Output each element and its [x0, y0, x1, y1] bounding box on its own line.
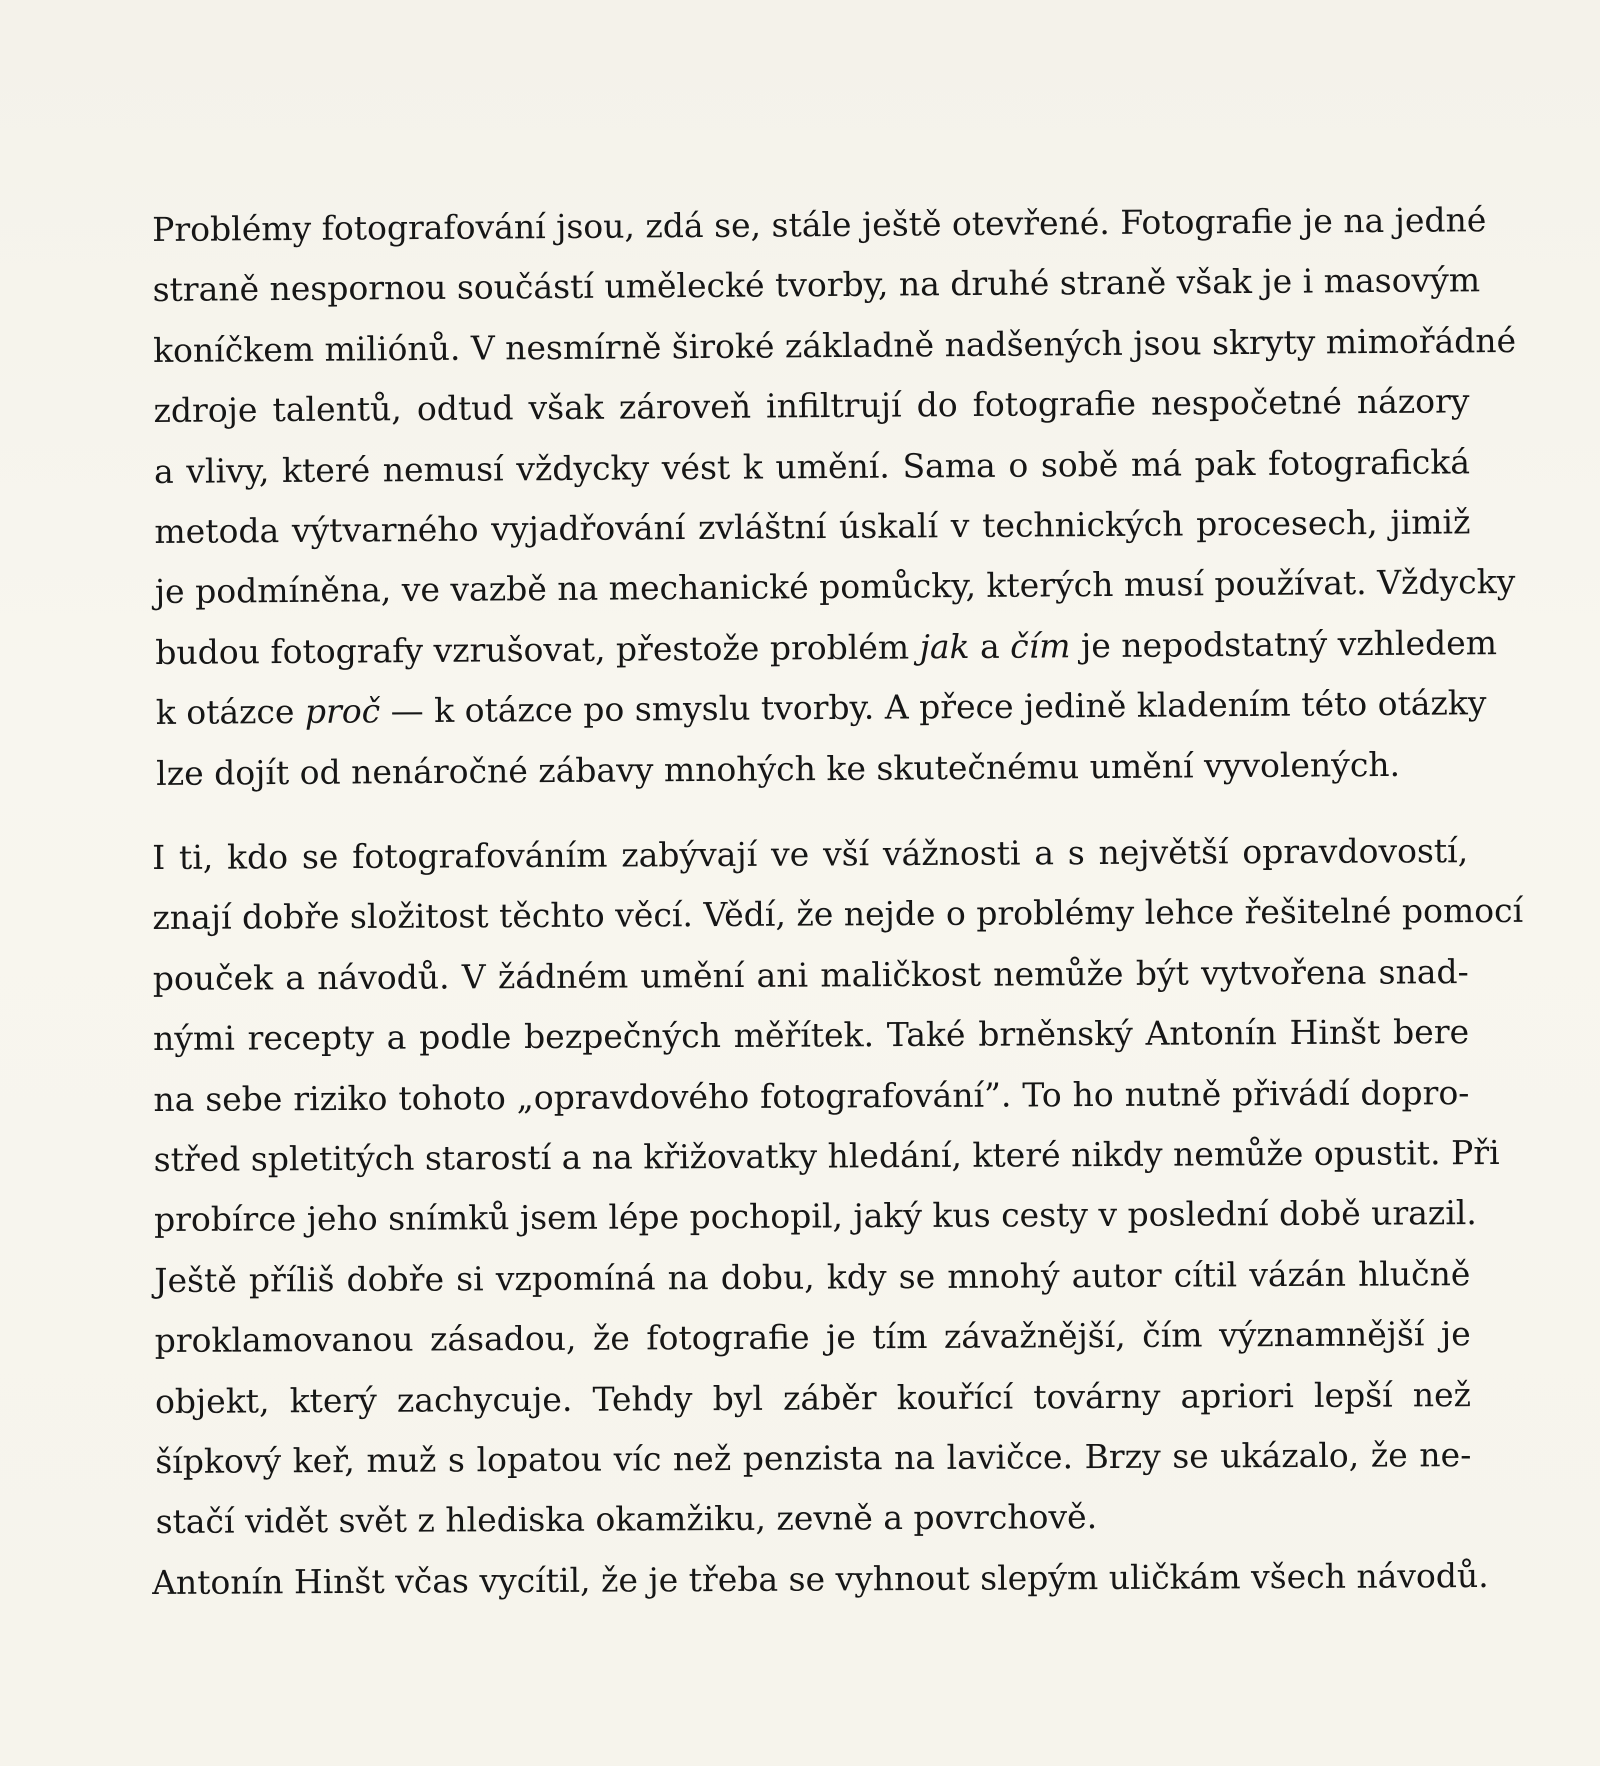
italic-word: jak — [919, 626, 970, 667]
text-segment: budou fotografy vzrušovat, přestože problém — [155, 627, 920, 672]
text-line: metoda výtvarného vyjadřování zvláštní úskalí v technických procesech, jimiž — [154, 502, 1471, 552]
text-line: straně nespornou součástí umělecké tvorby, na druhé straně však je i masovým — [152, 260, 1481, 310]
paragraph-1 — [152, 190, 1517, 804]
text-segment: — k otázce po smyslu tvorby. A přece jedině kladením této otázky — [380, 683, 1487, 731]
text-segment: k otázce — [155, 692, 306, 733]
text-line: je podmíněna, ve vazbě na mechanické pomůcky, kterých musí používat. Vždycky — [154, 562, 1516, 612]
italic-word: proč — [304, 691, 381, 732]
text-line: lze dojít od nenáročné zábavy mnohých ke skutečnému umění vyvolených. — [156, 744, 1401, 793]
text-line: střed spletitých starostí a na křižovatky hledání, které nikdy nemůže opustit. Při — [153, 1133, 1500, 1180]
paragraph-2 — [152, 821, 1524, 1553]
text-line: Problémy fotografování jsou, zdá se, stále ještě otevřené. Fotografie je na jedné — [152, 200, 1487, 249]
text-line: na sebe riziko tohoto „opravdového fotografování”. To ho nutně přivádí dopro- — [153, 1072, 1470, 1119]
text-line: Antonín Hinšt včas vycítil, že je třeba se vyhnout slepým uličkám všech návodů. — [152, 1555, 1489, 1602]
text-line: proklamovanou zásadou, že fotografie je tím závažnější, čím významnější je — [154, 1314, 1471, 1361]
text-segment: a — [969, 626, 1011, 666]
text-line: nými recepty a podle bezpečných měřítek. Také brněnský Antonín Hinšt bere — [153, 1012, 1470, 1059]
text-line-with-italics — [155, 613, 1498, 683]
text-line: stačí vidět svět z hlediska okamžiku, zevně a povrchově. — [155, 1497, 1098, 1542]
text-line: a vlivy, které nemusí vždycky vést k umění. Sama o sobě má pak fotografická — [153, 441, 1471, 491]
text-line: koníčkem miliónů. V nesmírně široké základně nadšených jsou skryty mimořádné — [152, 320, 1517, 370]
text-line: probírce jeho snímků jsem lépe pochopil, jaký kus cesty v poslední době urazil. — [153, 1193, 1477, 1240]
text-line: objekt, který zachycuje. Tehdy byl záběr kouřící továrny apriori lepší než — [154, 1374, 1472, 1421]
body-text — [152, 200, 1524, 1613]
text-line: zdroje talentů, odtud však zároveň infiltrují do fotografie nespočetné názory — [153, 381, 1470, 431]
text-line: I ti, kdo se fotografováním zabývají ve vší vážnosti a s největší opravdovostí, — [152, 831, 1469, 878]
text-line-with-italics — [155, 674, 1487, 744]
text-line: Ještě příliš dobře si vzpomíná na dobu, kdy se mnohý autor cítil vázán hlučně — [154, 1254, 1471, 1300]
text-segment: je nepodstatný vzhledem — [1070, 622, 1498, 666]
paragraph-3 — [152, 1546, 1489, 1613]
text-line: znají dobře složitost těchto věcí. Vědí, že nejde o problémy lehce řešitelné pomocí — [152, 891, 1524, 938]
text-line: šípkový keř, muž s lopatou víc než penzista na lavičce. Brzy se ukázalo, že ne- — [155, 1435, 1472, 1482]
italic-word: čím — [1010, 626, 1071, 666]
text-line: pouček a návodů. V žádném umění ani maličkost nemůže být vytvořena snad- — [152, 951, 1469, 998]
